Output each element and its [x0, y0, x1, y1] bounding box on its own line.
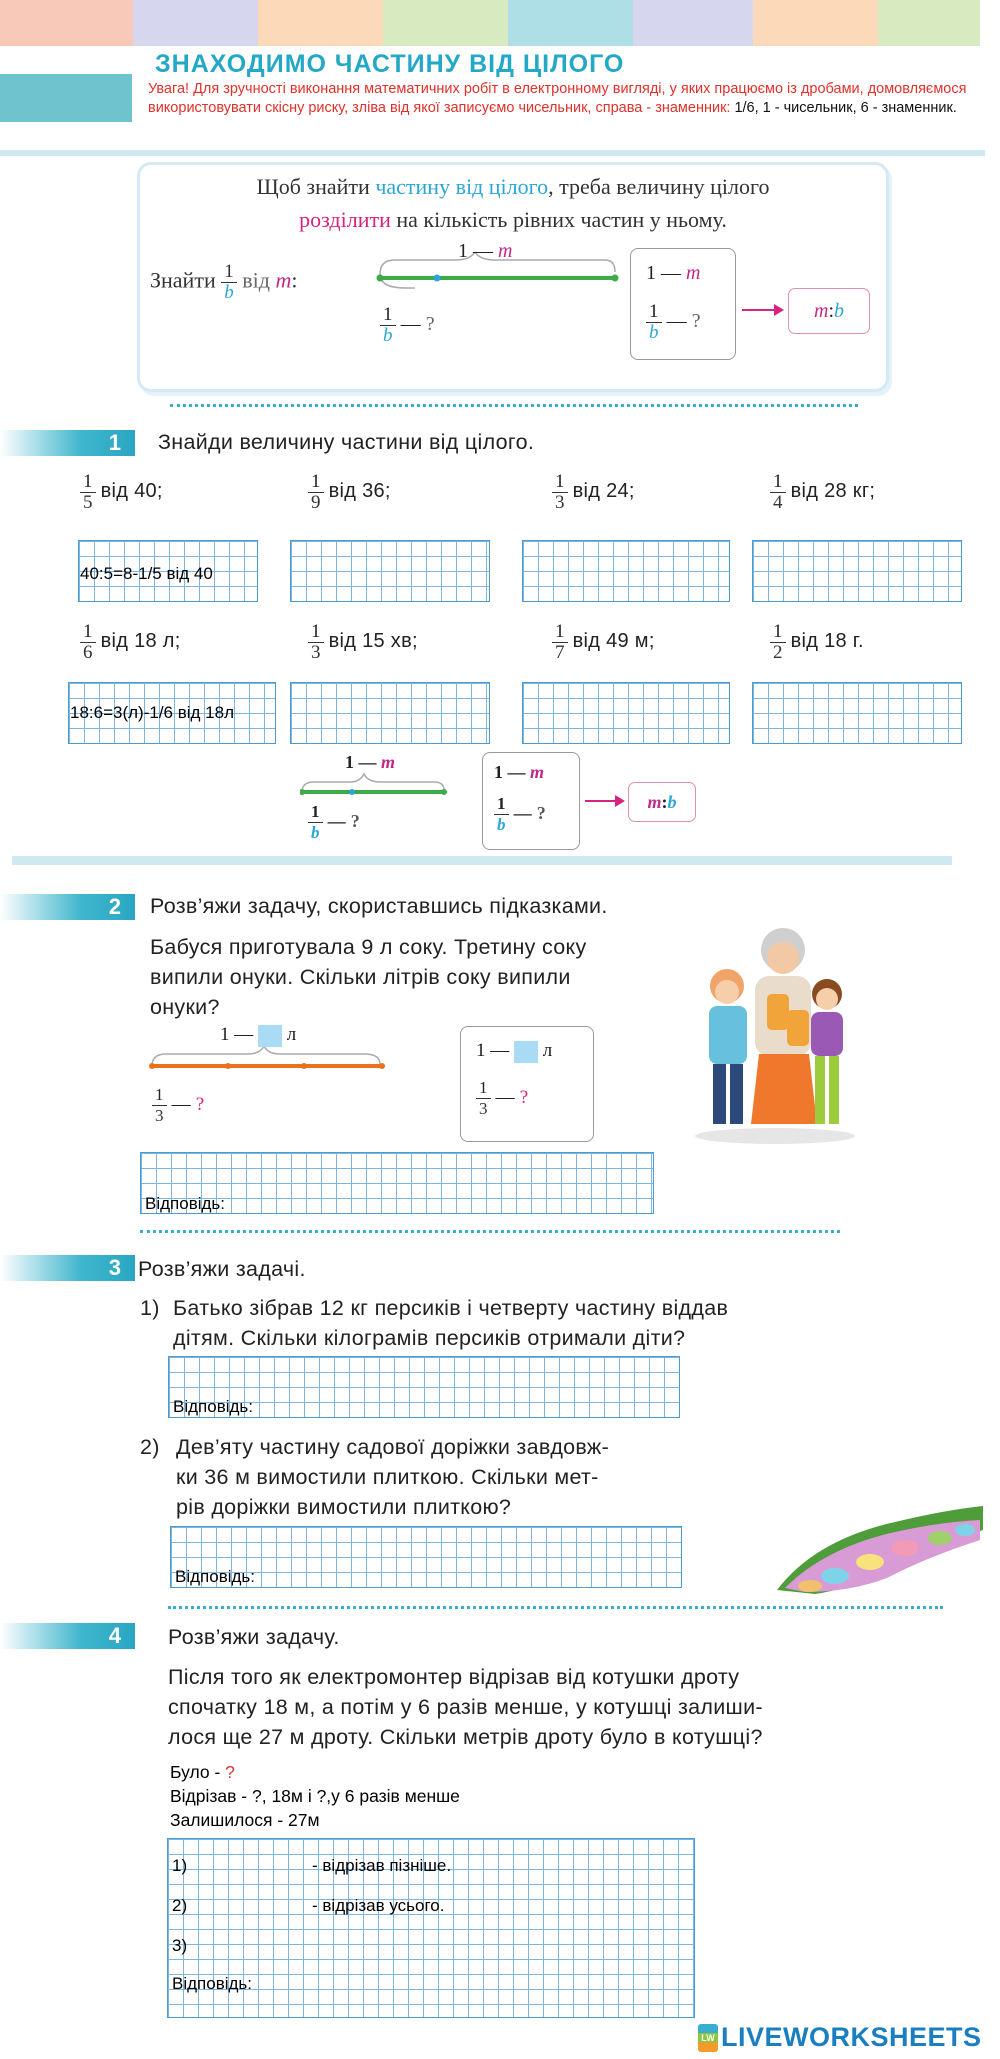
task4-text: Після того як електромонтер відрізав від котушки дроту спочатку 18 м, а потім у 6 разів менше, у котушці залиши- лося ще 27 м дроту. Скільки метрів дроту було в котушці?: [168, 1665, 763, 1749]
task4-number: 4: [0, 1623, 135, 1649]
task1-prompt: Знайди величину частини від цілого.: [158, 430, 535, 454]
segment-whole-label: 1 — m: [458, 240, 513, 262]
rule-text-line2: розділити на кількість рівних частин у ньому.: [299, 207, 727, 232]
divider: [12, 856, 952, 865]
task1-hint-whole: 1 — m: [494, 762, 545, 782]
header-band-5: [508, 0, 633, 46]
task1-item-3: $\frac{1}{3}$ від 24;: [552, 472, 635, 513]
notice-text: Увага! Для зручності виконання математичних робіт в електронному вигляді, у яких працюємо із дробами, домовляємося використовувати скісну риску, зліва від якої записуємо чисельник, справа - знаменник: 1/6, 1 - чисельник, 6 - знаменник.: [148, 81, 967, 116]
segment-part-label: $\frac{1}{b}$ — ?: [380, 305, 435, 346]
header-band-6: [633, 0, 753, 46]
garden-path-illustration: [775, 1500, 985, 1595]
header-band-8: [878, 0, 980, 46]
task1-item-1: $\frac{1}{5}$ від 40;: [80, 472, 163, 513]
task1-number: 1: [0, 430, 135, 456]
header-band-1: [0, 0, 133, 46]
task2-whole-label: 1 — л: [220, 1024, 297, 1045]
task2-text: Бабуся приготувала 9 л соку. Третину соку випили онуки. Скільки літрів соку випили онуки?: [150, 935, 587, 1019]
task1-arrow-icon: [585, 793, 627, 809]
task2-part-label: $\frac{1}{3}$ — ?: [152, 1085, 204, 1126]
task4-step3-number: 3): [172, 1936, 188, 1955]
task3-problem2-text: Дев’яту частину садової доріжки завдовж- ки 36 м вимостили плиткою. Скільки мет- рів доріжки вимостили плиткою?: [176, 1435, 610, 1519]
hint-whole: 1 — m: [646, 262, 701, 284]
header-band-3: [258, 0, 383, 46]
task1-result-box: m:b: [628, 782, 696, 822]
task1-item-2: $\frac{1}{9}$ від 36;: [308, 472, 391, 513]
task3-answer-label-1: Відповідь:: [173, 1397, 254, 1416]
dotted-separator: [168, 1606, 943, 1609]
header-band-2: [133, 0, 258, 46]
rule-text-line1: Щоб знайти частину від цілого, треба величину цілого: [256, 174, 770, 199]
result-box: m:b: [788, 288, 870, 334]
task2-number: 2: [0, 894, 135, 920]
header-band-7: [753, 0, 878, 46]
task4-step1-number: 1): [172, 1856, 188, 1875]
task2-hint-whole: 1 — л: [476, 1040, 553, 1061]
dotted-separator: [140, 1230, 840, 1233]
task4-step1-text[interactable]: - відрізав пізніше.: [312, 1856, 452, 1875]
task4-answer-label: Відповідь:: [172, 1974, 253, 1993]
task2-prompt: Розв’яжи задачу, скориставшись підказками.: [150, 894, 608, 918]
task3-problem2-number: 2): [140, 1435, 160, 1459]
dotted-separator: [170, 404, 858, 407]
task1-answer-5[interactable]: 18:6=3(л)-1/6 від 18л: [70, 703, 235, 722]
logo-text: LIVEWORKSHEETS: [721, 2022, 982, 2052]
task3-prompt: Розв’яжи задачі.: [138, 1257, 306, 1281]
task2-hint-part: $\frac{1}{3}$ — ?: [476, 1078, 528, 1119]
logo-mark-icon: LW: [698, 2024, 718, 2052]
header-left-bar: [0, 74, 132, 122]
task3-number: 3: [0, 1255, 135, 1281]
task2-answer-label: Відповідь:: [145, 1194, 226, 1213]
task3-problem1-number: 1): [140, 1296, 160, 1320]
task1-grid-8[interactable]: [752, 682, 962, 744]
task4-short-condition: Було - ? Відрізав - ?, 18м і ?,у 6 разів менше Залишилося - 27м: [170, 1762, 460, 1830]
task4-step2-number: 2): [172, 1896, 188, 1915]
find-part-expression: Знайти $\frac{1}{b}$ від m:: [150, 261, 298, 303]
task1-item-5: $\frac{1}{6}$ від 18 л;: [80, 622, 181, 663]
hint-part: $\frac{1}{b}$ — ?: [646, 302, 701, 343]
task1-whole-label: 1 — m: [345, 752, 396, 772]
task1-grid-6[interactable]: [290, 682, 490, 744]
task1-item-6: $\frac{1}{3}$ від 15 хв;: [308, 622, 418, 663]
task1-item-4: $\frac{1}{4}$ від 28 кг;: [770, 472, 875, 513]
grandma-children-illustration: [685, 924, 865, 1146]
task2-segment-diagram: [148, 1042, 388, 1078]
task1-grid-7[interactable]: [522, 682, 730, 744]
arrow-icon: [742, 302, 787, 318]
task2-hint-blank-square[interactable]: [514, 1041, 538, 1063]
liveworksheets-logo[interactable]: [698, 2022, 982, 2053]
task1-grid-4[interactable]: [752, 540, 962, 602]
header-band-4: [383, 0, 508, 46]
task1-answer-1[interactable]: 40:5=8-1/5 від 40: [80, 564, 213, 583]
task1-grid-2[interactable]: [290, 540, 490, 602]
task1-item-8: $\frac{1}{2}$ від 18 г.: [770, 622, 864, 663]
task1-grid-3[interactable]: [522, 540, 730, 602]
task1-item-7: $\frac{1}{7}$ від 49 м;: [552, 622, 655, 663]
task4-prompt: Розв’яжи задачу.: [168, 1625, 340, 1649]
task3-answer-label-2: Відповідь:: [175, 1567, 256, 1586]
task1-hint-part: $\frac{1}{b}$ — ?: [494, 794, 546, 835]
task3-problem1-text: Батько зібрав 12 кг персиків і четверту частину віддав дітям. Скільки кілограмів персиків отримали діти?: [173, 1296, 729, 1350]
task4-step2-text[interactable]: - відрізав усього.: [312, 1896, 445, 1915]
page-title: ЗНАХОДИМО ЧАСТИНУ ВІД ЦІЛОГО: [155, 50, 625, 78]
fraction-1-b: $\frac{1}{b}$: [221, 262, 237, 303]
divider: [0, 150, 985, 156]
task2-blank-square[interactable]: [258, 1025, 282, 1047]
task1-part-label: $\frac{1}{b}$ — ?: [308, 802, 360, 843]
